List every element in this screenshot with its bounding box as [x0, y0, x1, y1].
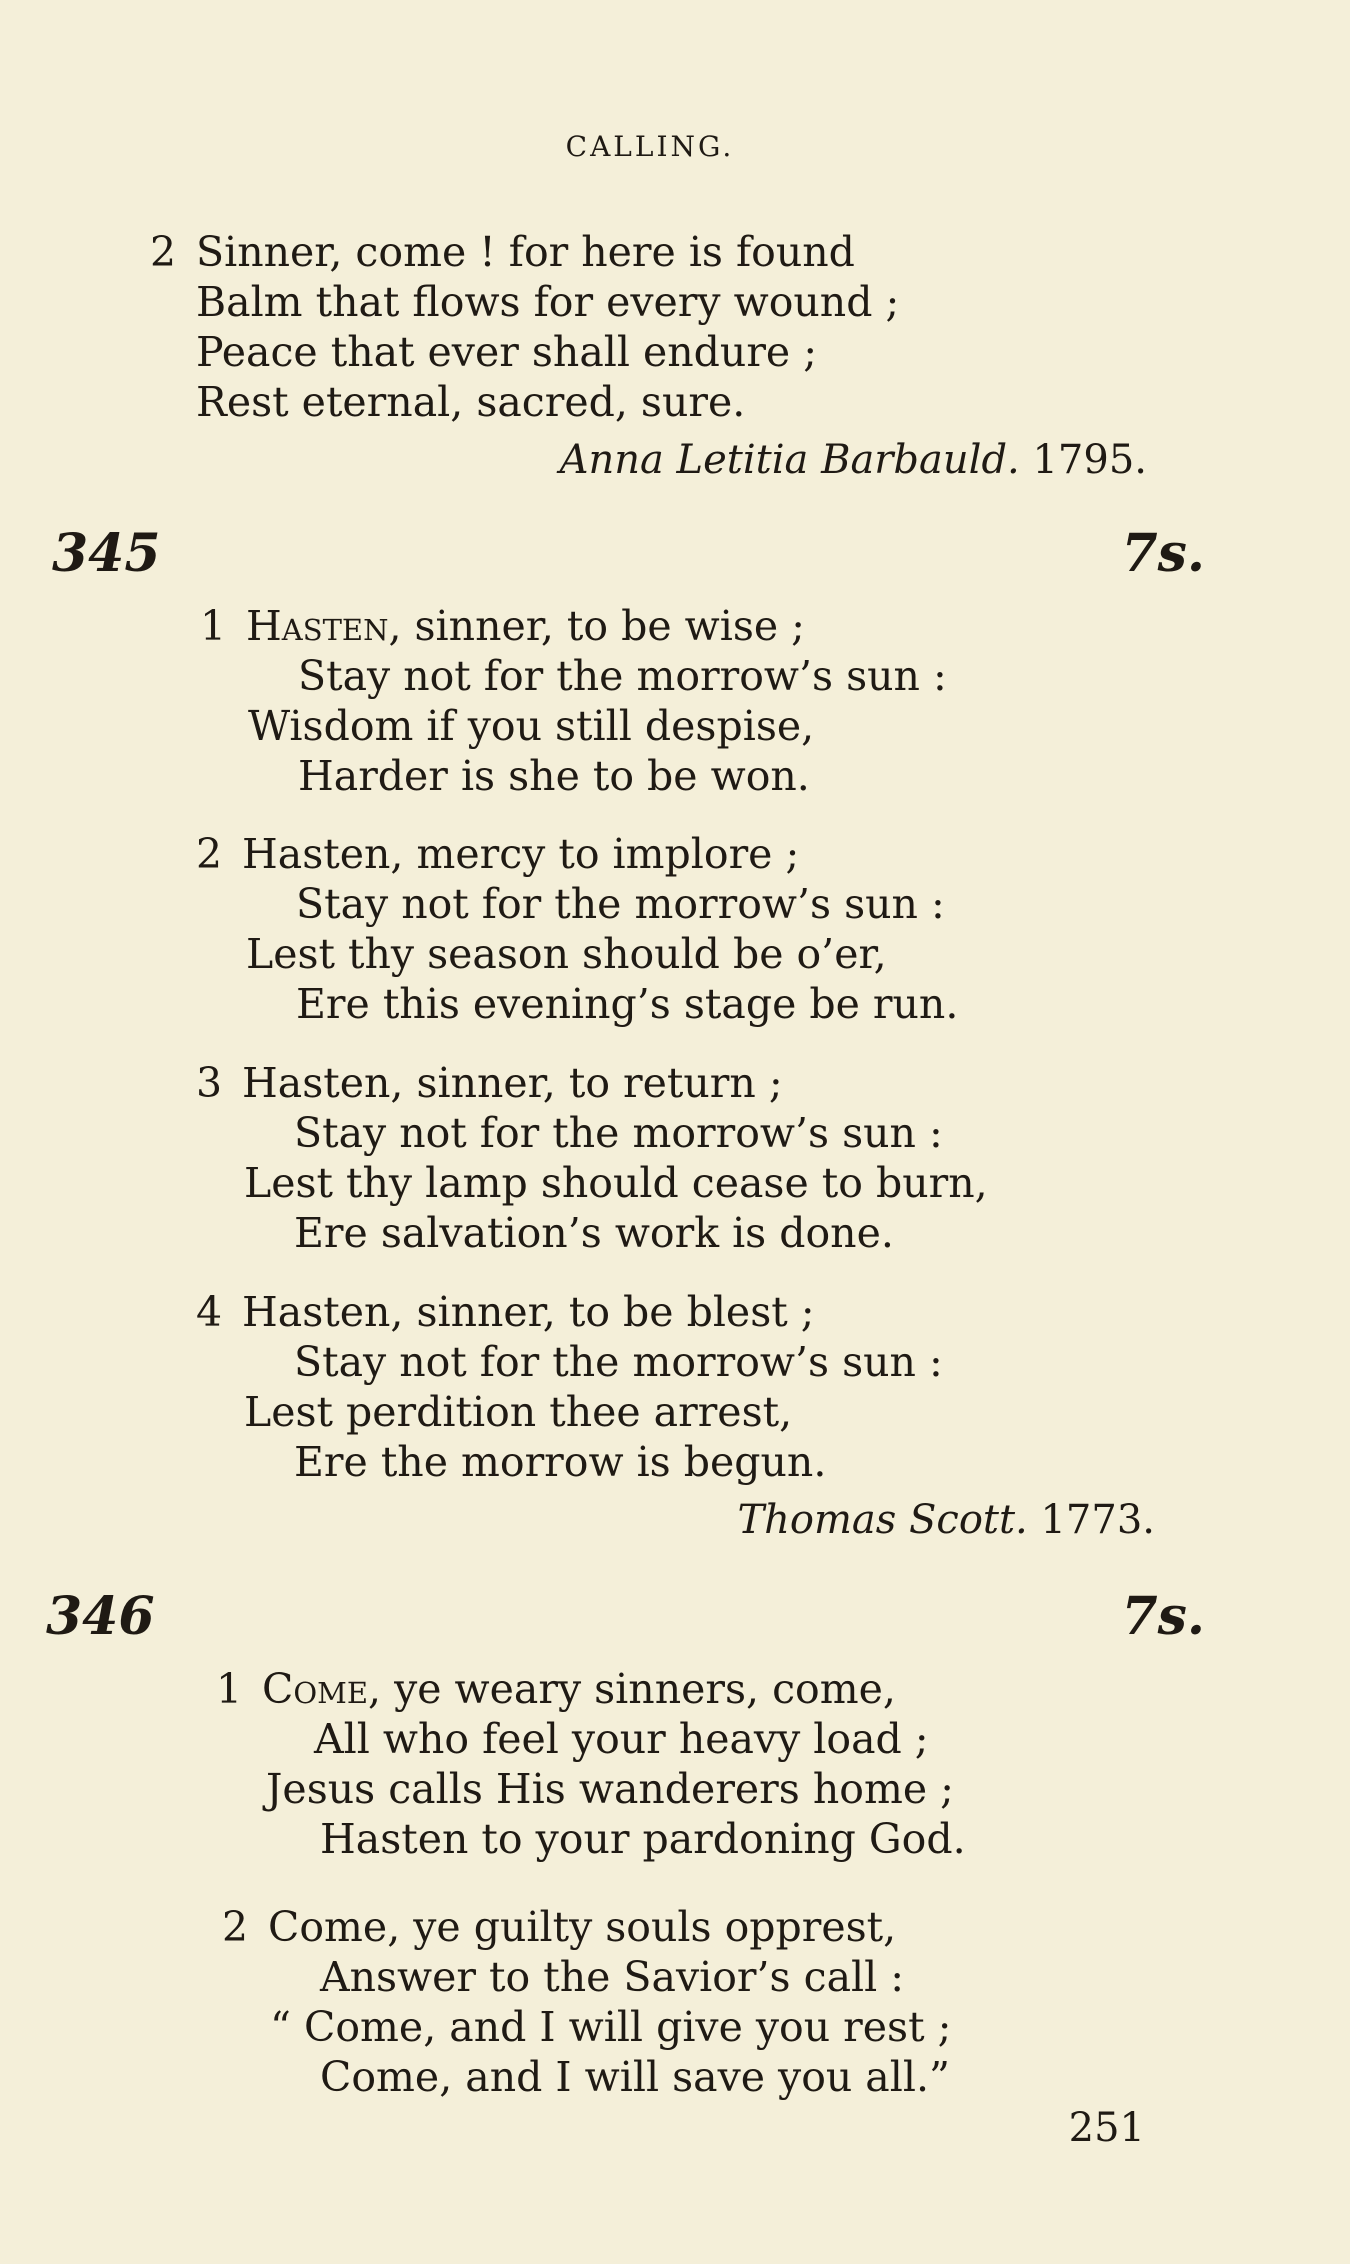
hymn-number-345: 345 [52, 523, 161, 584]
fragment-line-4: Rest eternal, sacred, sure. [196, 378, 746, 426]
verse-text: Hasten, sinner, to return ; [242, 1059, 783, 1107]
hymn-meter-345: 7s. [1121, 523, 1205, 584]
h346-s1-line-4: Hasten to your pardoning God. [320, 1815, 966, 1863]
author-name: Thomas Scott. [737, 1497, 1028, 1543]
h345-s1-line-3: Wisdom if you still despise, [248, 702, 815, 750]
h345-s3-line-2: Stay not for the morrow’s sun : [294, 1109, 943, 1157]
h346-s2-line-2: Answer to the Savior’s call : [320, 1953, 905, 2001]
h345-s2-line-4: Ere this evening’s stage be run. [296, 980, 959, 1028]
h345-s3-line-3: Lest thy lamp should cease to burn, [244, 1159, 988, 1207]
author-name: Anna Letitia Barbauld. [559, 437, 1020, 483]
page-number: 251 [1068, 2105, 1145, 2151]
h345-s4-line-3: Lest perdition thee arrest, [244, 1388, 793, 1436]
verse-text: Hasten, sinner, to be blest ; [242, 1288, 815, 1336]
h345-s3-line-4: Ere salvation’s work is done. [294, 1209, 894, 1257]
h345-s2-line-3: Lest thy season should be o’er, [246, 930, 887, 978]
fragment-line-3: Peace that ever shall endure ; [196, 328, 818, 376]
h345-s1-line-4: Harder is she to be won. [298, 752, 810, 800]
verse-text: , ye weary sinners, come, [368, 1665, 896, 1713]
h345-s1-line-2: Stay not for the morrow’s sun : [298, 652, 947, 700]
h346-s2-line-4: Come, and I will save you all.” [320, 2053, 950, 2101]
h345-s4-line-1 [196, 1287, 815, 1337]
h345-s2-line-1 [196, 829, 799, 879]
h346-s1-line-2: All who feel your heavy load ; [314, 1715, 929, 1763]
fragment-attribution [560, 437, 1147, 483]
h345-s4-line-4: Ere the morrow is begun. [294, 1438, 827, 1486]
verse-text: Sinner, come ! for here is found [196, 228, 855, 276]
hymn-number-346: 346 [46, 1586, 155, 1647]
running-header: CALLING. [565, 130, 735, 163]
verse-text: , sinner, to be wise ; [388, 602, 805, 650]
h345-s1-line-1 [200, 601, 805, 651]
h345-s3-line-1 [196, 1058, 783, 1108]
verse-number: 2 [150, 228, 177, 276]
verse-text: Come, ye guilty souls opprest, [268, 1903, 897, 1951]
h346-s2-line-3: “ Come, and I will give you rest ; [270, 2003, 952, 2051]
h346-s1-line-1 [216, 1664, 896, 1714]
verse-number: 4 [196, 1288, 223, 1336]
hymn-meter-346: 7s. [1121, 1586, 1205, 1647]
first-word: Come [262, 1665, 369, 1713]
verse-number: 3 [196, 1059, 223, 1107]
first-word: Hasten [246, 602, 389, 650]
author-year: 1773. [1040, 1497, 1155, 1543]
h346-s1-line-3: Jesus calls His wanderers home ; [266, 1765, 954, 1813]
verse-text: Hasten, mercy to implore ; [242, 830, 800, 878]
verse-number: 1 [216, 1665, 243, 1713]
verse-number: 1 [200, 602, 227, 650]
verse-number: 2 [196, 830, 223, 878]
verse-number: 2 [222, 1903, 249, 1951]
hymn345-attribution [737, 1497, 1155, 1543]
fragment-line-2: Balm that flows for every wound ; [196, 278, 900, 326]
h345-s4-line-2: Stay not for the morrow’s sun : [294, 1338, 943, 1386]
h346-s2-line-1 [222, 1902, 896, 1952]
author-year: 1795. [1032, 437, 1147, 483]
fragment-line-1 [150, 227, 855, 277]
h345-s2-line-2: Stay not for the morrow’s sun : [296, 880, 945, 928]
